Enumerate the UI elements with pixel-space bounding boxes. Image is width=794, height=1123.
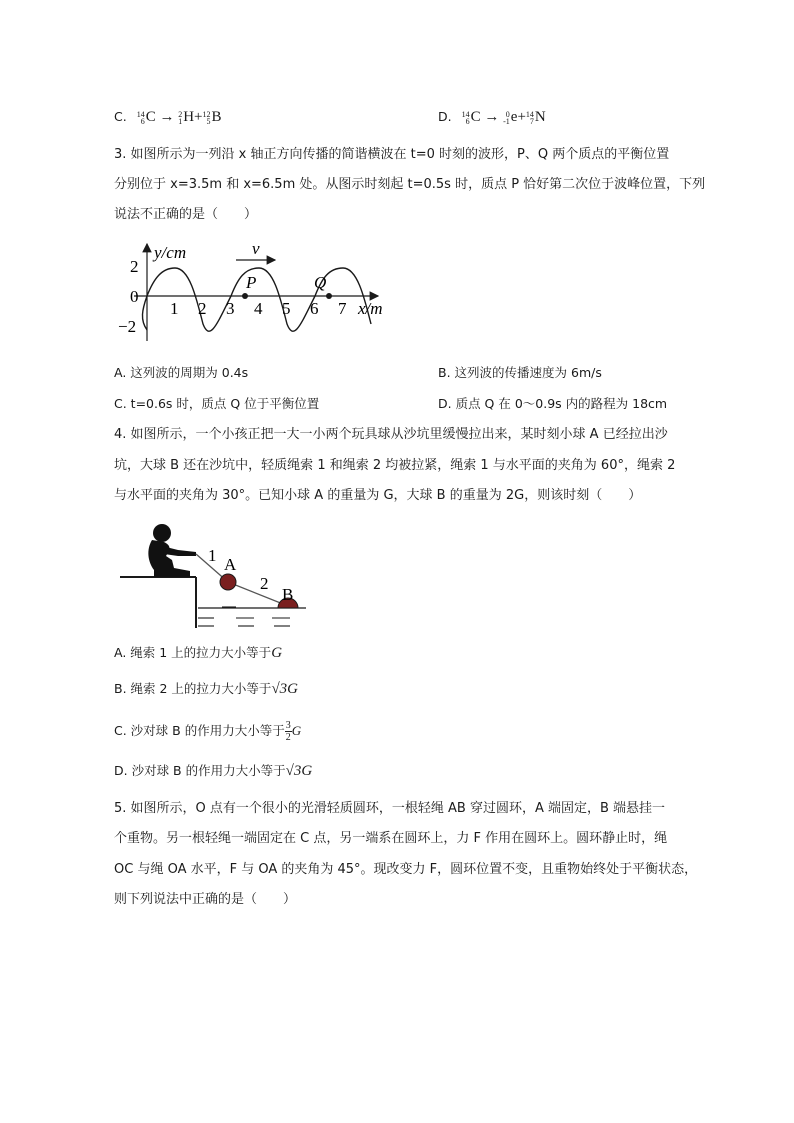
q2-option-c-reaction: 14 6 C → 2 1 H+ 12 5 B [136,109,222,126]
q4-stem-line-1: 4. 如图所示，一个小孩正把一大一小两个玩具球从沙坑里缓慢拉出来，某时刻小球 A 已经拉出沙 [114,427,668,442]
q2-option-c-label: C. [114,109,127,124]
x-axis-label: x/m [358,299,383,318]
q4-stem-line-2: 坑，大球 B 还在沙坑中，轻质绳索 1 和绳索 2 均被拉紧，绳索 1 与水平面的夹角为 60°，绳索 2 [114,458,676,473]
y-tick-0: 0 [130,287,139,306]
x-tick-1: 1 [170,299,179,318]
q3-wave-figure [112,238,402,346]
q2-option-d[interactable] [438,108,546,126]
ball-a-label: A [224,555,237,574]
q4-option-a[interactable]: A. 绳索 1 上的拉力大小等于G [114,645,283,661]
q4-option-b[interactable]: B. 绳索 2 上的拉力大小等于√3G [114,681,299,697]
y-tick-2: 2 [130,257,139,276]
child-silhouette [148,524,196,577]
rope-2-label: 2 [260,574,269,593]
rope-1-label: 1 [208,546,217,565]
velocity-label: v [252,239,260,258]
q3-option-a[interactable]: A. 这列波的周期为 0.4s [114,365,249,380]
ball-b-label: B [282,585,294,604]
q3-stem-line-3: 说法不正确的是（ ） [114,207,258,222]
q2-option-c[interactable] [114,108,222,126]
point-q [326,293,332,299]
x-tick-4: 4 [254,299,263,318]
q5-stem-line-2: 个重物。另一根轻绳一端固定在 C 点，另一端系在圆环上，力 F 作用在圆环上。圆环静止时，绳 [114,831,668,846]
q5-stem-line-3: OC 与绳 OA 水平，F 与 OA 的夹角为 45°。现改变力 F，圆环位置不变，且重物始终处于平衡状态， [114,862,698,877]
q3-option-c[interactable]: C. t=0.6s 时，质点 Q 位于平衡位置 [114,396,320,411]
x-tick-3: 3 [226,299,235,318]
q3-stem-line-1: 3. 如图所示为一列沿 x 轴正方向传播的简谐横波在 t=0 时刻的波形，P、Q 两个质点的平衡位置 [114,147,670,162]
point-q-label: Q [314,273,327,292]
point-p [242,293,248,299]
q2-option-d-label: D. [438,109,452,124]
y-axis-label: y/cm [154,243,187,262]
q4-figure [118,516,314,634]
q2-option-d-reaction: 14 6 C → 0 -1 e+ 14 7 N [461,109,546,126]
x-tick-2: 2 [198,299,207,318]
q4-option-d[interactable]: D. 沙对球 B 的作用力大小等于√3G [114,763,313,779]
ball-a [220,574,236,590]
x-tick-5: 5 [282,299,291,318]
x-tick-7: 7 [338,299,347,318]
q5-stem-line-4: 则下列说法中正确的是（ ） [114,892,297,907]
q4-stem-line-3: 与水平面的夹角为 30°。已知小球 A 的重量为 G，大球 B 的重量为 2G，则该时刻（ ） [114,488,642,503]
y-tick-neg2: −2 [118,317,137,336]
q4-option-c[interactable]: C. 沙对球 B 的作用力大小等于 $\frac{3}{2}$ G [114,720,302,743]
q3-option-b[interactable]: B. 这列波的传播速度为 6m/s [438,365,602,380]
rope-2 [228,582,288,606]
x-tick-6: 6 [310,299,319,318]
point-p-label: P [246,273,257,292]
q3-stem-line-2: 分别位于 x=3.5m 和 x=6.5m 处。从图示时刻起 t=0.5s 时，质点 P 恰好第二次位于波峰位置，下列 [114,177,706,192]
q5-stem-line-1: 5. 如图所示，O 点有一个很小的光滑轻质圆环，一根轻绳 AB 穿过圆环，A 端固定，B 端悬挂一 [114,801,666,816]
q3-option-d[interactable]: D. 质点 Q 在 0～0.9s 内的路程为 18cm [438,396,668,411]
